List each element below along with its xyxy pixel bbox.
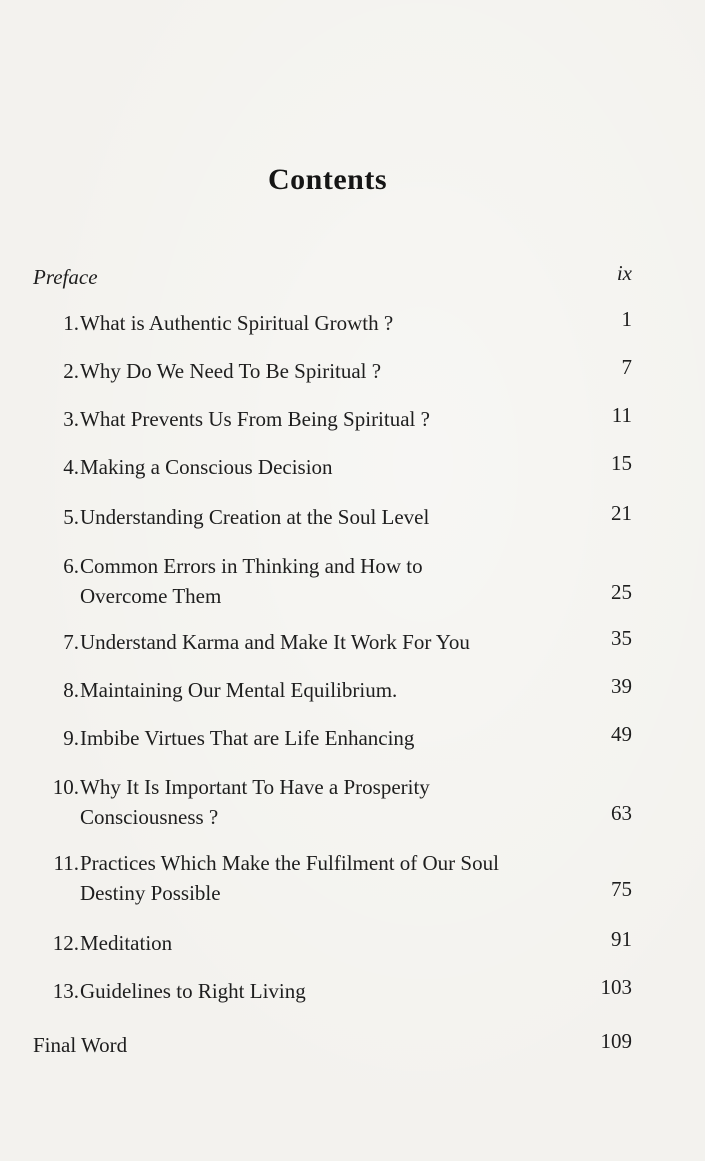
toc-entry-chapter-1 [0,308,705,338]
chapter-title-line: Consciousness ? [80,805,219,829]
chapter-title-line: Understand Karma and Make It Work For You [80,630,470,654]
chapter-title [80,404,430,434]
toc-page-number: 91 [611,927,632,951]
chapter-title-line: Common Errors in Thinking and How to [80,554,423,578]
chapter-title-line: Maintaining Our Mental Equilibrium. [80,678,398,702]
toc-page-number: 63 [611,801,632,825]
chapter-title [80,356,381,386]
toc-page-number: 7 [621,355,632,379]
chapter-number: 9. [63,726,79,750]
toc-entry-chapter-6 [0,551,705,611]
chapter-title [80,772,430,832]
toc-entry-chapter-12 [0,928,705,958]
chapter-title-line: Overcome Them [80,584,222,608]
chapter-title-line: What is Authentic Spiritual Growth ? [80,311,394,335]
toc-entry-chapter-9 [0,723,705,753]
chapter-number: 7. [63,630,79,654]
toc-page-number: 75 [611,877,632,901]
toc-page-number: ix [616,261,632,285]
chapter-number: 12. [52,931,79,955]
chapter-number: 1. [63,311,79,335]
chapter-number: 6. [63,554,79,578]
chapter-title-line: Making a Conscious Decision [80,455,333,479]
toc-entry-chapter-7 [0,627,705,657]
toc-entry-chapter-4 [0,452,705,482]
chapter-title-line: Imbibe Virtues That are Life Enhancing [80,726,415,750]
toc-entry-chapter-13 [0,976,705,1006]
toc-entry-label: Preface [33,265,98,289]
chapter-title-line: Guidelines to Right Living [80,979,306,1003]
chapter-title [80,627,470,657]
chapter-title [80,308,393,338]
toc-entry-preface [0,262,705,292]
toc-page-number: 35 [611,626,632,650]
chapter-title-line: Why Do We Need To Be Spiritual ? [80,359,382,383]
toc-page-number: 49 [611,722,632,746]
chapter-number: 10. [52,775,79,799]
chapter-number: 3. [63,407,79,431]
chapter-title [80,675,397,705]
toc-entry-label: Final Word [33,1033,128,1057]
chapter-number: 5. [63,505,79,529]
chapter-title-line: Why It Is Important To Have a Prosperity [80,775,430,799]
chapter-title-line: Practices Which Make the Fulfilment of Our Soul [80,851,499,875]
chapter-title [80,928,172,958]
toc-page-number: 109 [600,1029,632,1053]
toc-entry-chapter-11 [0,848,705,908]
chapter-title-line: What Prevents Us From Being Spiritual ? [80,407,430,431]
chapter-number: 4. [63,455,79,479]
toc-page-number: 21 [611,501,632,525]
chapter-title [80,976,306,1006]
chapter-number: 13. [52,979,79,1003]
toc-page-number: 1 [621,307,632,331]
chapter-title [80,452,333,482]
toc-entry-chapter-5 [0,502,705,532]
chapter-title [80,551,423,611]
chapter-number: 8. [63,678,79,702]
toc-entry-chapter-2 [0,356,705,386]
chapter-title [80,502,429,532]
chapter-number: 11. [53,851,79,875]
toc-page-number: 39 [611,674,632,698]
toc-entry-chapter-3 [0,404,705,434]
toc-page-number: 103 [600,975,632,999]
toc-entry-chapter-10 [0,772,705,832]
chapter-title-line: Understanding Creation at the Soul Level [80,505,430,529]
chapter-title [80,723,414,753]
chapter-title-line: Destiny Possible [80,881,221,905]
toc-page-number: 25 [611,580,632,604]
toc-page-number: 15 [611,451,632,475]
page-title: Contents [267,163,387,196]
toc-entry-final-word [0,1030,705,1060]
chapter-title [80,848,499,908]
chapter-title-line: Meditation [80,931,173,955]
toc-entry-chapter-8 [0,675,705,705]
toc-page-number: 11 [611,403,632,427]
chapter-number: 2. [63,359,79,383]
